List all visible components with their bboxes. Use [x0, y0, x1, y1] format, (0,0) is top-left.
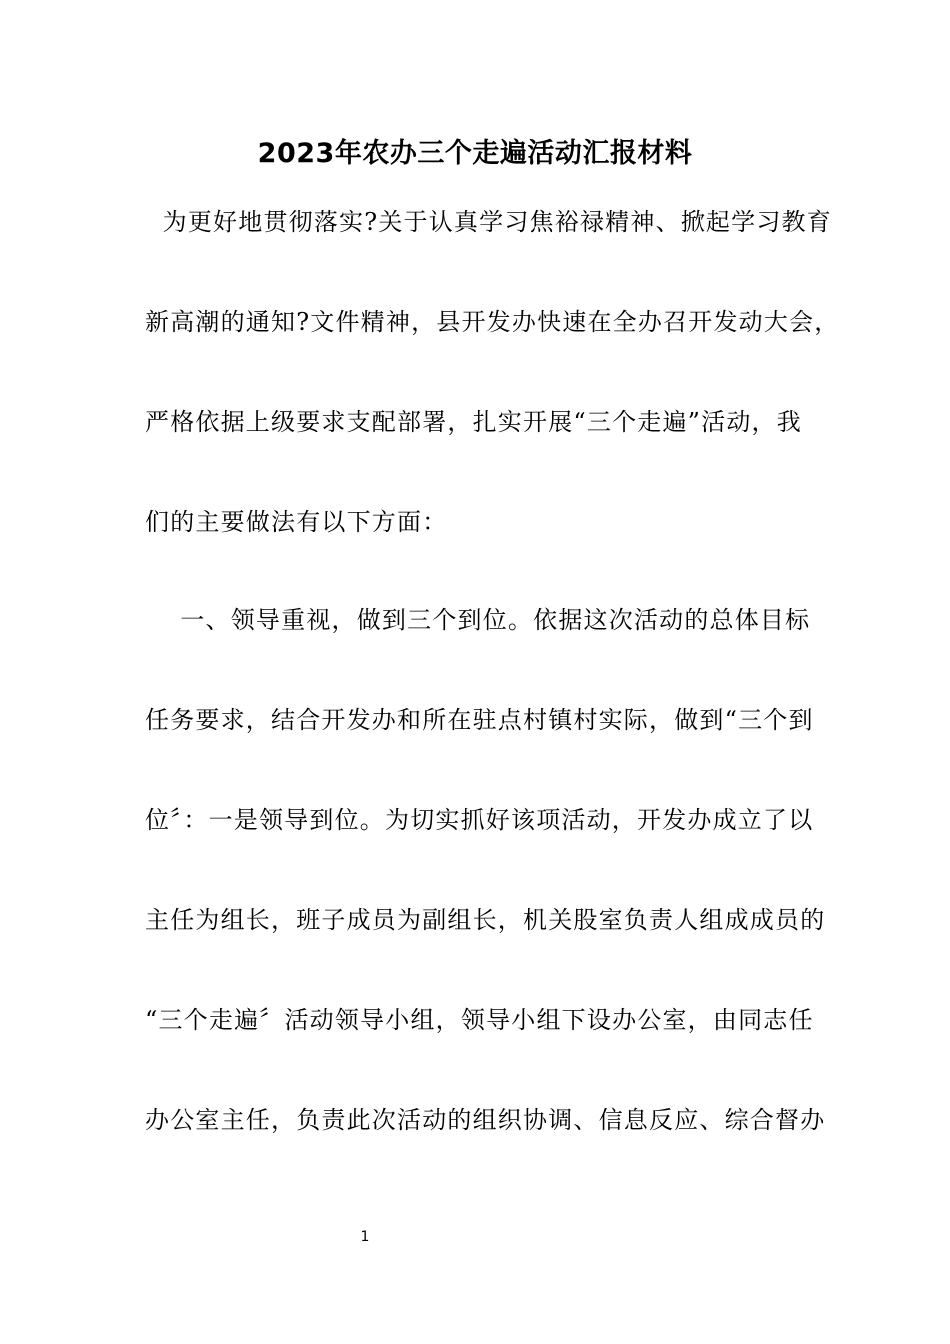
body-line: “三个走遍〞活动领导小组，领导小组下设办公室，由同志任 [145, 1006, 814, 1034]
body-line: 为更好地贯彻落实?关于认真学习焦裕禄精神、掀起学习教育 [145, 208, 832, 236]
body-line: 任务要求，结合开发办和所在驻点村镇村实际，做到“三个到 [145, 706, 814, 734]
body-line: 位〞：一是领导到位。为切实抓好该项活动，开发办成立了以 [145, 806, 814, 834]
body-line: 新高潮的通知?文件精神，县开发办快速在全办召开发动大会， [145, 308, 840, 336]
document-title: 2023年农办三个走遍活动汇报材料 [257, 138, 693, 169]
body-line: 办公室主任，负责此次活动的组织协调、信息反应、综合督办 [145, 1106, 826, 1134]
body-line: 严格依据上级要求支配部署，扎实开展“三个走遍”活动，我 [145, 408, 802, 436]
body-line: 主任为组长，班子成员为副组长，机关股室负责人组成成员的 [145, 906, 826, 934]
body-line: 们的主要做法有以下方面： [145, 508, 448, 536]
page-number: 1 [360, 1229, 370, 1245]
body-line: 一、领导重视，做到三个到位。依据这次活动的总体目标 [145, 606, 811, 634]
